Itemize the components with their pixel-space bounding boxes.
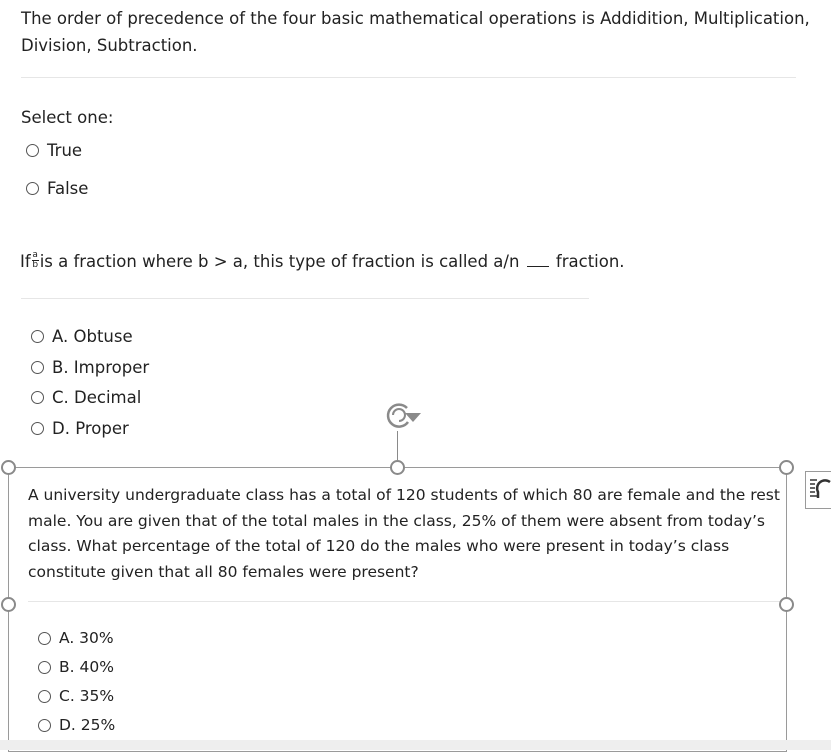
option-c[interactable] [31,388,141,407]
option-label: False [47,179,89,198]
question3-text: A university undergraduate class has a total of 120 students of which 80 are female and the rest male. You are given that of the total males in the class, 25% of them were absent from today’s class. What percentage of the total of 120 do the males who were present in today’s class constitute given that all 80 females were present? [28,486,780,581]
option-true[interactable] [26,141,82,160]
resize-handle-top-right[interactable] [779,460,794,475]
radio-button[interactable] [31,422,44,435]
radio-button[interactable] [38,690,51,703]
question1-text: The order of precedence of the four basic mathematical operations is Addidition, Multiplication, Division, Subtraction. [21,9,810,55]
option-d[interactable] [38,716,115,734]
option-label: B. Improper [52,358,150,377]
radio-button[interactable] [38,719,51,732]
radio-button[interactable] [26,182,39,195]
option-label: D. Proper [52,419,129,438]
divider [28,601,780,602]
status-strip [0,740,831,750]
divider [21,77,796,78]
resize-handle-top-left[interactable] [1,460,16,475]
option-label: A. 30% [59,629,114,647]
option-label: C. 35% [59,687,115,705]
resize-handle-middle-left[interactable] [1,597,16,612]
question2-text-after: is a fraction where b > a, this type of fraction is called a/n [39,252,520,271]
option-false[interactable] [26,179,88,198]
rotate-icon[interactable] [381,400,423,432]
option-label: True [47,141,83,160]
option-d[interactable] [31,419,129,438]
option-label: B. 40% [59,658,114,676]
layout-options-button[interactable] [805,471,831,509]
fraction-numerator: a [32,250,38,260]
option-a[interactable] [38,629,114,647]
option-a[interactable] [31,327,133,346]
layout-options-icon [806,472,831,508]
resize-handle-middle-right[interactable] [779,597,794,612]
option-label: A. Obtuse [52,327,133,346]
question2-text-end: fraction. [555,252,625,271]
select-one-label: Select one: [21,108,114,127]
radio-button[interactable] [31,391,44,404]
option-label: D. 25% [59,716,116,734]
option-b[interactable] [38,658,114,676]
radio-button[interactable] [31,330,44,343]
rotate-handle-stem [397,431,398,460]
divider [21,298,589,299]
fraction-denominator: b [32,260,39,270]
question2-text-before: If [20,252,31,271]
answer-blank [527,266,549,267]
option-c[interactable] [38,687,114,705]
radio-button[interactable] [31,361,44,374]
radio-button[interactable] [38,661,51,674]
radio-button[interactable] [26,144,39,157]
resize-handle-top-middle[interactable] [390,460,405,475]
option-b[interactable] [31,358,149,377]
radio-button[interactable] [38,632,51,645]
question2-text [20,252,625,272]
fraction-a-over-b [32,251,39,270]
option-label: C. Decimal [52,388,142,407]
